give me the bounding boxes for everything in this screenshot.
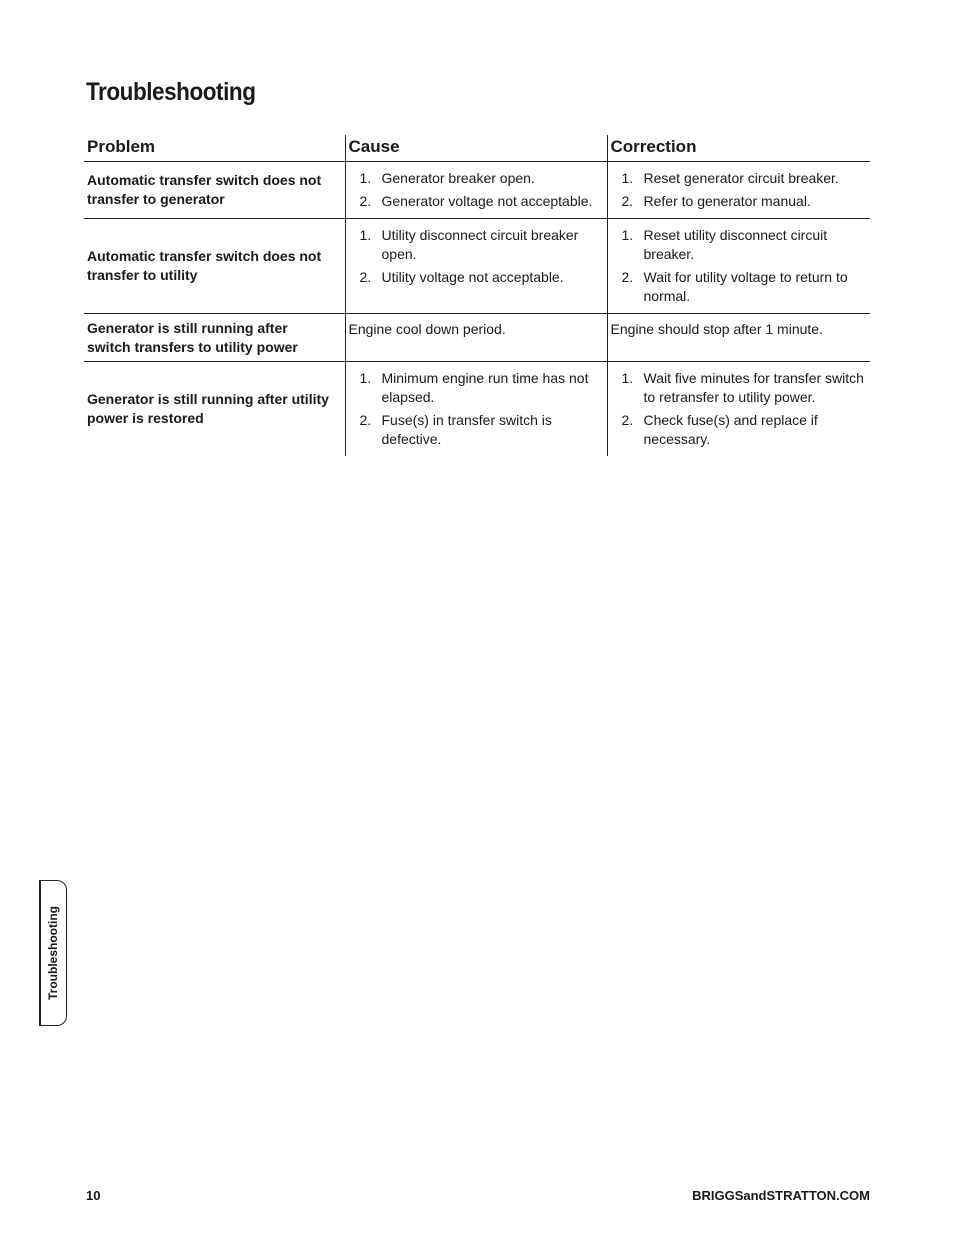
problem-cell: Generator is still running after utility power is restored: [87, 391, 329, 426]
item-number: 2.: [359, 193, 372, 209]
item-number: 2.: [621, 412, 634, 428]
list-item: [622, 192, 867, 211]
correction-list: [608, 162, 871, 218]
item-text: Wait five minutes for transfer switch to retransfer to utility power.: [643, 370, 864, 405]
page-title: Troubleshooting: [86, 78, 256, 106]
header-cause: Cause: [345, 135, 607, 162]
header-correction: Correction: [607, 135, 870, 162]
item-number: 1.: [621, 227, 634, 243]
item-text: Minimum engine run time has not elapsed.: [381, 370, 589, 405]
item-number: 1.: [359, 370, 372, 386]
list-item: [360, 226, 603, 264]
troubleshooting-table: [84, 135, 870, 456]
item-text: Refer to generator manual.: [643, 193, 811, 209]
section-tab-label: Troubleshooting: [46, 906, 60, 1000]
list-item: [360, 169, 603, 188]
item-text: Generator voltage not acceptable.: [381, 193, 593, 209]
table-header-row: [84, 135, 870, 162]
correction-list: [608, 219, 871, 313]
item-number: 2.: [621, 269, 634, 285]
correction-cell: [607, 162, 870, 219]
correction-cell: [607, 362, 870, 457]
section-tab-edge: [39, 880, 41, 1026]
header-problem: Problem: [84, 135, 345, 162]
item-number: 1.: [359, 227, 372, 243]
website-footer: BRIGGSandSTRATTON.COM: [692, 1188, 870, 1203]
table-row: [84, 314, 870, 362]
cause-cell: [345, 362, 607, 457]
item-number: 2.: [621, 193, 634, 209]
cause-list: [346, 362, 607, 456]
list-item: [360, 192, 603, 211]
list-item: [622, 411, 867, 449]
list-item: [622, 369, 867, 407]
item-text: Fuse(s) in transfer switch is defective.: [381, 412, 552, 447]
correction-cell: [607, 314, 870, 362]
list-item: [360, 411, 603, 449]
correction-cell: [607, 219, 870, 314]
list-item: [622, 226, 867, 264]
item-text: Wait for utility voltage to return to normal.: [643, 269, 848, 304]
cause-cell: [345, 314, 607, 362]
item-text: Utility disconnect circuit breaker open.: [381, 227, 579, 262]
table-row: [84, 162, 870, 219]
cause-list: [346, 162, 607, 218]
list-item: [360, 268, 603, 287]
list-item: [622, 268, 867, 306]
item-text: Reset generator circuit breaker.: [643, 170, 839, 186]
problem-cell: Automatic transfer switch does not transfer to generator: [84, 162, 345, 219]
item-number: 2.: [359, 412, 372, 428]
cause-text: Engine cool down period.: [348, 321, 506, 337]
table-row: [84, 362, 870, 457]
list-item: [360, 369, 603, 407]
problem-cell: Generator is still running after switch transfers to utility power: [84, 314, 345, 362]
item-text: Utility voltage not acceptable.: [381, 269, 564, 285]
cause-list: [346, 219, 607, 294]
item-number: 1.: [621, 370, 634, 386]
cause-cell: [345, 219, 607, 314]
table-row: [84, 219, 870, 314]
cause-cell: [345, 162, 607, 219]
problem-cell: Automatic transfer switch does not transfer to utility: [84, 219, 345, 314]
correction-text: Engine should stop after 1 minute.: [610, 321, 823, 337]
item-text: Reset utility disconnect circuit breaker.: [643, 227, 828, 262]
item-text: Generator breaker open.: [381, 170, 535, 186]
page-number: 10: [86, 1188, 101, 1203]
item-number: 1.: [621, 170, 634, 186]
correction-list: [608, 362, 871, 456]
item-text: Check fuse(s) and replace if necessary.: [643, 412, 818, 447]
item-number: 1.: [359, 170, 372, 186]
list-item: [622, 169, 867, 188]
item-number: 2.: [359, 269, 372, 285]
